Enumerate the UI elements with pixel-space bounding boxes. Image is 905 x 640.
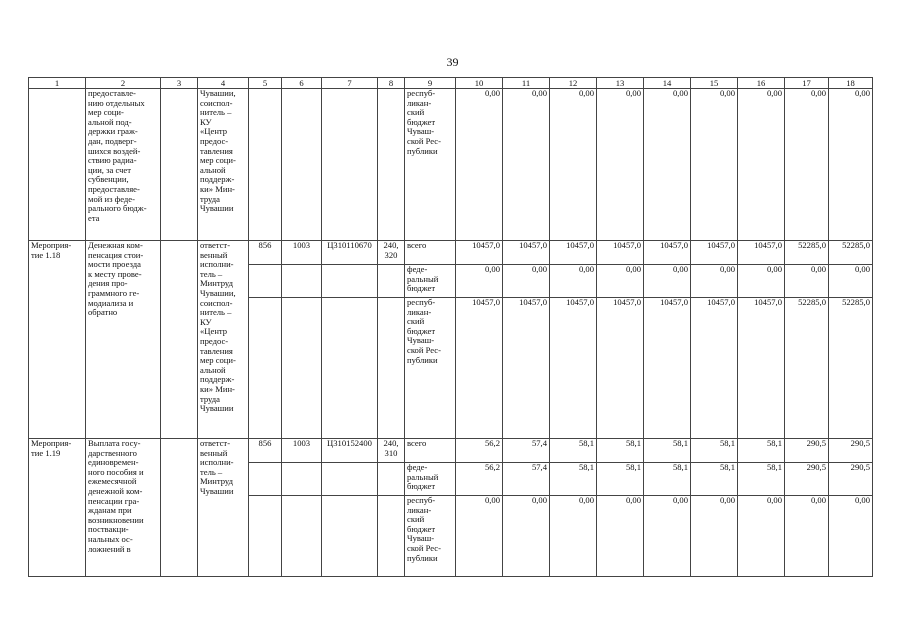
header-cell: 10 [456,78,503,89]
value-cell: 10457,0 [597,241,644,265]
header-cell: 9 [405,78,456,89]
page-number: 39 [446,55,459,69]
value-cell: 10457,0 [738,298,785,439]
grbs-cell: 856 [249,241,282,265]
vr-cell [378,89,405,241]
header-cell: 1 [29,78,86,89]
value-cell: 0,00 [829,496,873,577]
value-cell: 58,1 [550,463,597,496]
value-cell: 0,00 [597,496,644,577]
value-cell: 10457,0 [644,298,691,439]
program-table [28,77,873,577]
value-cell: 58,1 [597,439,644,463]
csr-cell [322,463,378,496]
value-cell: 290,5 [829,439,873,463]
value-cell: 0,00 [550,496,597,577]
value-cell: 52285,0 [829,298,873,439]
header-cell: 13 [597,78,644,89]
measure-label: Мероприя- тие 1.18 [29,241,86,439]
header-cell: 6 [282,78,322,89]
grbs-cell [249,463,282,496]
empty-cell [161,439,198,577]
value-cell: 10457,0 [550,298,597,439]
vr-cell [378,496,405,577]
value-cell: 58,1 [550,439,597,463]
value-cell: 52285,0 [785,241,829,265]
value-cell: 58,1 [597,463,644,496]
rzpr-cell [282,298,322,439]
header-cell: 11 [503,78,550,89]
value-cell: 0,00 [785,265,829,298]
rzpr-cell [282,463,322,496]
rzpr-cell: 1003 [282,439,322,463]
value-cell: 0,00 [503,89,550,241]
header-cell: 12 [550,78,597,89]
value-cell: 0,00 [644,89,691,241]
value-cell: 57,4 [503,439,550,463]
value-cell: 58,1 [738,439,785,463]
empty-cell [161,89,198,241]
csr-cell: Ц310110670 [322,241,378,265]
value-cell: 58,1 [691,439,738,463]
description-cell: предоставле- нию отдельных мер соци- альной под- держки граж- дан, подверг- шихся воздей- ствию радиа- ции, за счет субвенции, предоставляе- мой из феде- рального бюдж- ета [86,89,161,241]
grbs-cell [249,265,282,298]
source-cell: всего [405,439,456,463]
grbs-cell [249,89,282,241]
csr-cell [322,298,378,439]
value-cell: 10457,0 [503,298,550,439]
value-cell: 10457,0 [597,298,644,439]
source-cell: респуб- ликан- ский бюджет Чуваш- ской Рес- публики [405,496,456,577]
value-cell: 56,2 [456,463,503,496]
grbs-cell [249,298,282,439]
description-cell: Выплата госу- дарственного единовремен- ного пособия и ежемесячной денежной ком- пенсации гра- жданам при возникновении поствакци- нальных ос- ложнений в [86,439,161,577]
value-cell: 0,00 [597,265,644,298]
source-cell: феде- ральный бюджет [405,265,456,298]
csr-cell [322,496,378,577]
value-cell: 58,1 [691,463,738,496]
value-cell: 0,00 [503,265,550,298]
vr-cell [378,298,405,439]
executor-cell: Чувашии, соиспол- нитель – КУ «Центр предос- тавления мер соци- альной поддерж- ки» Мин- труда Чувашии [198,89,249,241]
value-cell: 56,2 [456,439,503,463]
value-cell: 10457,0 [644,241,691,265]
grbs-cell [249,496,282,577]
csr-cell: Ц310152400 [322,439,378,463]
m118-row-total [29,241,873,265]
header-cell: 2 [86,78,161,89]
description-cell: Денежная ком- пенсация стои- мости проезда к месту прове- дения про- граммного ге- модиализа и обратно [86,241,161,439]
value-cell: 0,00 [738,265,785,298]
value-cell: 58,1 [644,439,691,463]
header-cell: 7 [322,78,378,89]
value-cell: 58,1 [644,463,691,496]
header-cell: 3 [161,78,198,89]
value-cell: 10457,0 [691,298,738,439]
value-cell: 10457,0 [738,241,785,265]
rzpr-cell [282,89,322,241]
value-cell: 0,00 [691,496,738,577]
value-cell: 0,00 [550,265,597,298]
executor-cell: ответст- венный исполни- тель – Минтруд Чувашии [198,439,249,577]
header-cell: 16 [738,78,785,89]
source-cell: респуб- ликан- ский бюджет Чуваш- ской Рес- публики [405,89,456,241]
source-cell: феде- ральный бюджет [405,463,456,496]
value-cell: 0,00 [691,265,738,298]
rzpr-cell [282,265,322,298]
value-cell: 52285,0 [829,241,873,265]
csr-cell [322,89,378,241]
source-cell: респуб- ликан- ский бюджет Чуваш- ской Рес- публики [405,298,456,439]
value-cell: 0,00 [738,496,785,577]
value-cell: 0,00 [785,89,829,241]
value-cell: 10457,0 [691,241,738,265]
header-cell: 18 [829,78,873,89]
grbs-cell: 856 [249,439,282,463]
value-cell: 10457,0 [503,241,550,265]
m119-row-total [29,439,873,463]
value-cell: 0,00 [829,265,873,298]
header-cell: 14 [644,78,691,89]
vr-cell: 240, 310 [378,439,405,463]
header-row [29,78,873,89]
csr-cell [322,265,378,298]
empty-cell [161,241,198,439]
value-cell: 58,1 [738,463,785,496]
value-cell: 0,00 [738,89,785,241]
header-cell: 5 [249,78,282,89]
value-cell: 0,00 [456,89,503,241]
value-cell: 0,00 [456,265,503,298]
header-cell: 8 [378,78,405,89]
value-cell: 0,00 [597,89,644,241]
value-cell: 0,00 [644,265,691,298]
value-cell: 0,00 [456,496,503,577]
header-cell: 17 [785,78,829,89]
value-cell: 10457,0 [550,241,597,265]
header-cell: 15 [691,78,738,89]
value-cell: 0,00 [829,89,873,241]
rzpr-cell [282,496,322,577]
value-cell: 0,00 [691,89,738,241]
rzpr-cell: 1003 [282,241,322,265]
vr-cell [378,265,405,298]
value-cell: 290,5 [785,463,829,496]
value-cell: 57,4 [503,463,550,496]
source-cell: всего [405,241,456,265]
value-cell: 0,00 [644,496,691,577]
value-cell: 52285,0 [785,298,829,439]
value-cell: 10457,0 [456,241,503,265]
value-cell: 0,00 [785,496,829,577]
value-cell: 10457,0 [456,298,503,439]
value-cell: 0,00 [503,496,550,577]
vr-cell: 240, 320 [378,241,405,265]
measure-label: Мероприя- тие 1.19 [29,439,86,577]
vr-cell [378,463,405,496]
value-cell: 290,5 [785,439,829,463]
header-cell: 4 [198,78,249,89]
value-cell: 0,00 [550,89,597,241]
continuation-row [29,89,873,241]
label-cell [29,89,86,241]
value-cell: 290,5 [829,463,873,496]
executor-cell: ответст- венный исполни- тель – Минтруд Чувашии, соиспол- нитель – КУ «Центр предос- тавления мер соци- альной поддерж- ки» Мин- труда Чувашии [198,241,249,439]
